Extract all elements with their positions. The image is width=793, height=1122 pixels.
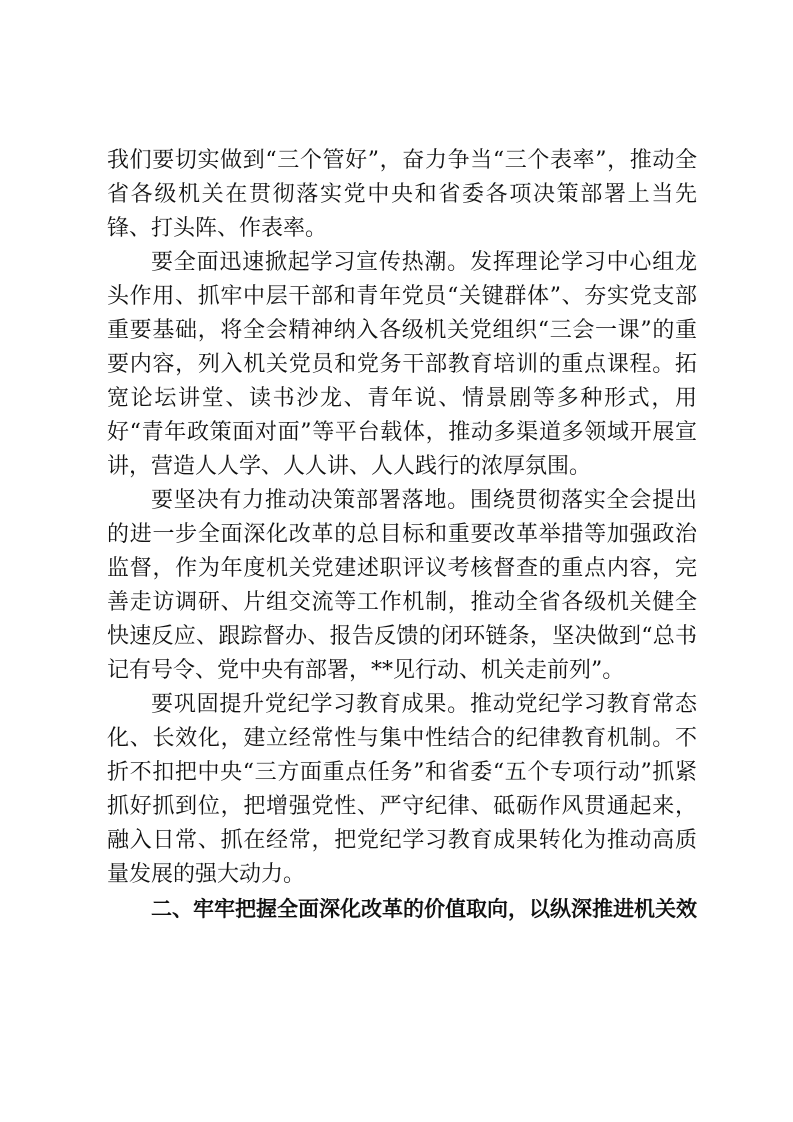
section-heading: 二、牢牢把握全面深化改革的价值取向，以纵深推进机关效 bbox=[151, 897, 697, 921]
paragraph-implement-decisions: 要坚决有力推动决策部署落地。围绕贯彻落实全会提出的进一步全面深化改革的总目标和重要改革举措等加强政治监督，作为年度机关党建述职评议考核督查的重点内容，完善走访调研、片组交流等工作机制，推动全省各级机关健全快速反应、跟踪督办、报告反馈的闭环链条，坚决做到“总书记有号令、党中央有部署，**见行动、机关走前列”。 bbox=[107, 488, 697, 683]
paragraph-continued: 我们要切实做到“三个管好”，奋力争当“三个表率”，推动全省各级机关在贯彻落实党中央和省委各项决策部署上当先锋、打头阵、作表率。 bbox=[107, 148, 697, 241]
paragraph-discipline-education: 要巩固提升党纪学习教育成果。推动党纪学习教育常态化、长效化，建立经常性与集中性结合的纪律教育机制。不折不扣把中央“三方面重点任务”和省委“五个专项行动”抓紧抓好抓到位，把增强党性、严守纪律、砥砺作风贯通起来，融入日常、抓在经常，把党纪学习教育成果转化为推动高质量发展的强大动力。 bbox=[107, 692, 697, 887]
paragraph-study-campaign: 要全面迅速掀起学习宣传热潮。发挥理论学习中心组龙头作用、抓牢中层干部和青年党员“关键群体”、夯实党支部重要基础，将全会精神纳入各级机关党组织“三会一课”的重要内容，列入机关党员和党务干部教育培训的重点课程。拓宽论坛讲堂、读书沙龙、青年说、情景剧等多种形式，用好“青年政策面对面”等平台载体，推动多渠道多领域开展宣讲，营造人人学、人人讲、人人践行的浓厚氛围。 bbox=[107, 250, 697, 479]
document-body bbox=[107, 144, 697, 926]
